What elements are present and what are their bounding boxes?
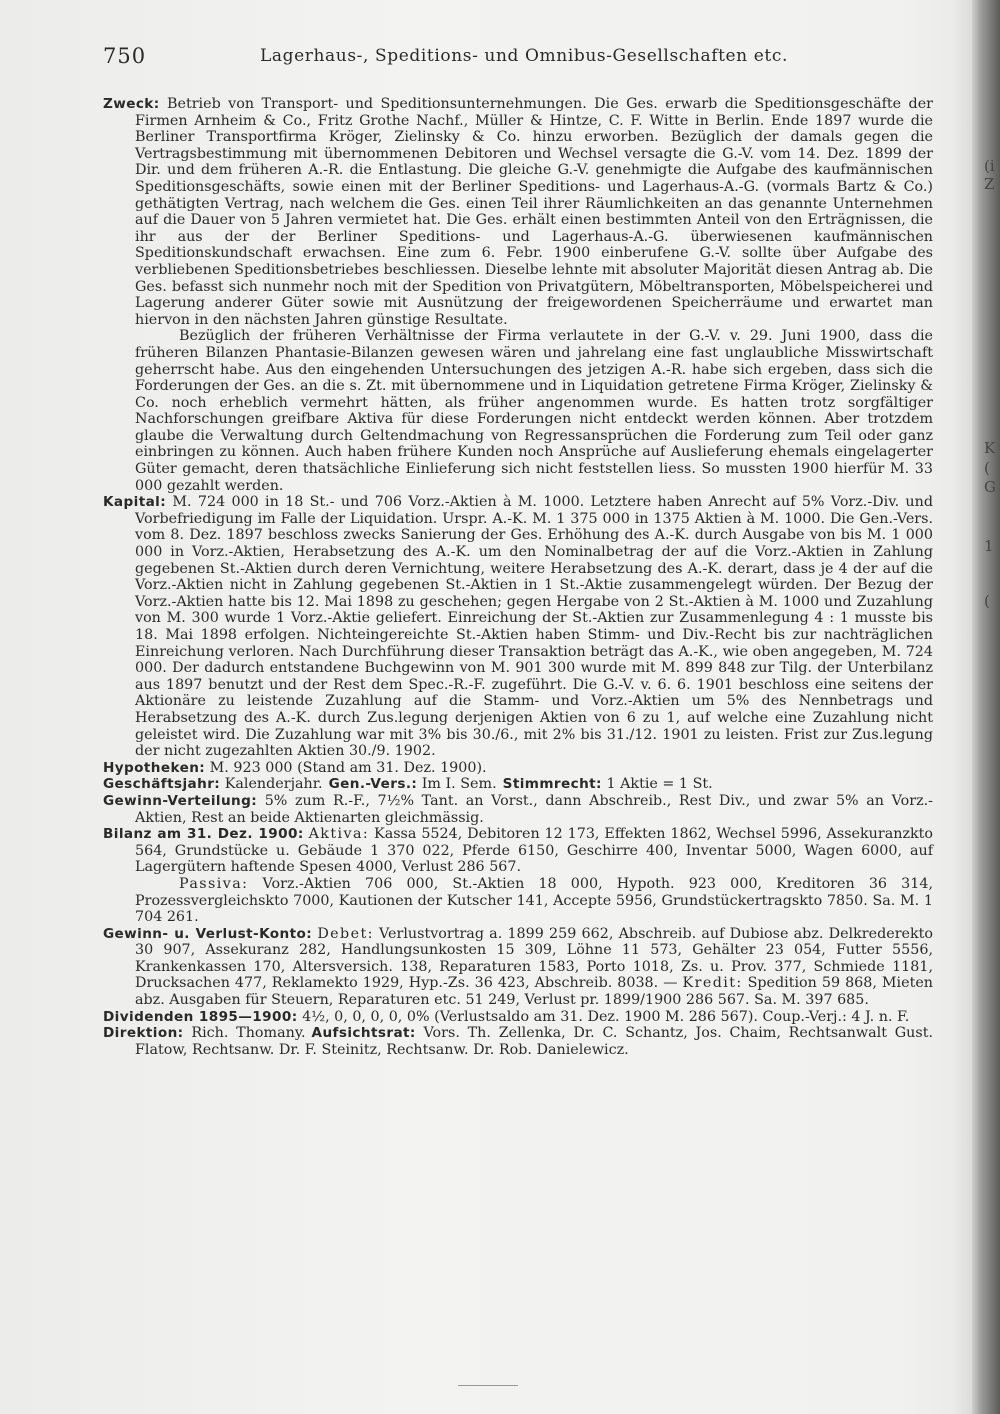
document-body (103, 96, 933, 1058)
footer-rule (458, 1385, 518, 1386)
section-label-dividenden: Dividenden 1895—1900: (103, 1008, 298, 1025)
section-label-gen-vers: Gen.-Vers.: (328, 776, 418, 793)
section-kapital (103, 494, 933, 760)
aufsichtsrat-text: Vors. Th. Zellenka, Dr. C. Schantz, Jos. Chaim, Rechtsanwalt Gust. Flatow, Rechtsanw. Dr. F. Steinitz, Rechtsanw. Dr. Rob. Danielewicz. (135, 1025, 933, 1058)
margin-fragment: Z (984, 175, 995, 193)
passiva-text: Vorz.-Aktien 706 000, St.-Aktien 18 000, Hypoth. 923 000, Kreditoren 36 314, Prozessvergleichskto 7000, Kautionen der Kutscher 141, Accepte 5956, Grundstückertragskto 7850. Sa. M. 1 704 261. (135, 875, 934, 926)
kapital-text: M. 724 000 in 18 St.- und 706 Vorz.-Aktien à M. 1000. Letztere haben Anrecht auf 5% Vorz.-Div. und Vorbefriedigung im Falle der Liquidation. Urspr. A.-K. M. 1 375 000 in 1375 Aktien à M. 1000. Die Gen.-Vers. vom 8. Dez. 1897 beschloss zwecks Sanierung der Ges. Erhöhung des A.-K. durch Ausgabe von bis M. 1 000 000 in Vorz.-Aktien, Herabsetzung des A.-K. um den Nominalbetrag der auf die Vorz.-Aktien in Zahlung gegebenen St.-Aktien durch deren Vernichtung, weitere Herabsetzung des A.-K. derart, dass je 4 der auf die Vorz.-Aktien nicht in Zahlung gegebenen St.-Aktien in 1 St.-Aktie zusammengelegt würden. Der Bezug der Vorz.-Aktien hatte bis 12. Mai 1898 zu geschehen; gegen Hergabe von 2 St.-Aktien à M. 1000 und Zuzahlung von M. 300 wurde 1 Vorz.-Aktie geliefert. Einreichung der St.-Aktien zur Zusammenlegung 4 : 1 musste bis 18. Mai 1898 erfolgen. Nichteingereichte St.-Aktien haben Stimm- und Div.-Recht bis zur nachträglichen Einreichung verloren. Nach Durchführung dieser Transaktion beträgt das A.-K., wie oben angegeben, M. 724 000. Der dadurch entstandene Buchgewinn von M. 901 300 wurde mit M. 899 848 zur Tilg. der Unterbilanz aus 1897 benutzt und der Rest dem Spec.-R.-F. zugeführt. Die G.-V. v. 6. 6. 1901 beschloss eine seitens der Aktionäre zu leistende Zuzahlung auf die Stamm- und Vorz.-Aktien um 5% des Nennbetrags und Herabsetzung des A.-K. durch Zus.legung derjenigen Aktien von 6 zu 1, auf welche eine Zuzahlung nicht geleistet wird. Die Zuzahlung war mit 3% bis 30./6., mit 2% bis 31./12. 1901 zu leisten. Frist zur Zus.legung der nicht zugezahlten Aktien 30./9. 1902. (135, 494, 933, 760)
section-hypotheken (103, 760, 933, 777)
section-label-gewinn-verteilung: Gewinn-Verteilung: (103, 792, 258, 809)
section-gewinn-verlust (103, 926, 933, 1009)
section-label-hypotheken: Hypotheken: (103, 759, 206, 776)
aktiva-text: Kassa 5524, Debitoren 12 173, Effekten 1862, Wechsel 5996, Assekuranzkto 564, Grundstücke u. Gebäude 1 370 022, Pferde 6150, Geschirre 400, Inventar 5000, Wagen 6000, auf Lagergütern haftende Spesen 4000, Verlust 286 567. (135, 826, 933, 876)
zweck-paragraph-2: Bezüglich der früheren Verhältnisse der Firma verlautete in der G.-V. v. 29. Juni 1900, dass die früheren Bilanzen Phantasie-Bilanzen gewesen wären und jahrelang eine fast unglaubliche Misswirtschaft geherrscht habe. Aus den eingehenden Untersuchungen des jetzigen A.-R. habe sich ergeben, dass sich die Forderungen der Ges. an die s. Zt. mit übernommene und in Liquidation getretene Firma Kröger, Zielinsky & Co. noch erheblich vermehrt hätten, als früher angenommen wurde. Es hatten trotz sorgfältiger Nachforschungen greifbare Aktiva für diese Forderungen nicht entdeckt werden können. Aber trotzdem glaube die Verwaltung durch Geltendmachung von Regressansprüchen die Forderung zum Teil oder ganz einbringen zu können. Auch haben frühere Kunden noch Ansprüche auf Auslieferung ehemals eingelagerter Güter gemacht, deren thatsächliche Einlieferung sich nicht feststellen liess. So mussten 1900 hierfür M. 33 000 gezahlt werden. (135, 328, 933, 494)
adjacent-page-edge (972, 0, 1000, 1414)
section-label-gewinn-verlust: Gewinn- u. Verlust-Konto: (103, 925, 313, 942)
section-direktion (103, 1025, 933, 1058)
zweck-paragraph-1: Betrieb von Transport- und Speditionsunternehmungen. Die Ges. erwarb die Speditionsgeschäfte der Firmen Arnheim & Co., Fritz Grothe Nachf., Müller & Hintze, C. F. Witte in Berlin. Ende 1897 wurde die Berliner Transportfirma Kröger, Zielinsky & Co. hinzu erworben. Bezüglich der damals gegen die Vertragsbestimmung mit übernommenen Debitoren und Wechsel versagte die G.-V. vom 14. Dez. 1899 der Dir. und dem früheren A.-R. die Entlastung. Die gleiche G.-V. genehmigte die Aufgabe des kaufmännischen Speditionsgeschäfts, sowie einen mit der Berliner Speditions- und Lagerhaus-A.-G. (vormals Bartz & Co.) gethätigten Vertrag, nach welchem die Ges. einen Teil ihrer Räumlichkeiten an das genannte Unternehmen auf die Dauer von 5 Jahren vermietet hat. Die Ges. erhält einen bestimmten Anteil von den Erträgnissen, die ihr aus der der Berliner Speditions- und Lagerhaus-A.-G. überwiesenen kaufmännischen Speditionskundschaft erwachsen. Eine zum 6. Febr. 1900 einberufene G.-V. sollte über Aufgabe des verbliebenen Speditionsbetriebes beschliessen. Dieselbe lehnte mit absoluter Majorität diesen Antrag ab. Die Ges. befasst sich nunmehr noch mit der Spedition von Privatgütern, Möbeltransporten, Möbelspeicherei und Lagerung anderer Güter sowie mit Ausnützung der freigewordenen Speicherräume und erwartet man hiervon in den nächsten Jahren günstige Resultate. (135, 96, 933, 328)
margin-fragment: 1 (984, 537, 994, 555)
margin-fragment: G (984, 478, 996, 496)
section-label-aufsichtsrat: Aufsichtsrat: (311, 1025, 416, 1042)
debet-label: Debet: (317, 925, 374, 942)
margin-fragment: (i (984, 157, 995, 175)
debet-text: Verlustvortrag a. 1899 259 662, Abschreib. auf Dubiose abz. Delkrederekto 30 907, Assekuranz 282, Handlungsunkosten 15 309, Löhne 11 573, Gehälter 23 054, Futter 5556, Krankenkassen 170, Altersversich. 138, Reparaturen 1583, Porto 1018, Zs. u. Prov. 377, Schmiede 1181, Drucksachen 477, Reklamekto 1929, Hyp.-Zs. 36 423, Abschreib. 8038. — (135, 925, 934, 992)
margin-fragment: K (984, 439, 996, 457)
section-geschaeftsjahr (103, 776, 933, 793)
passiva-label: Passiva: (179, 875, 249, 892)
section-zweck (103, 96, 933, 328)
kredit-label: Kredit: (682, 975, 743, 992)
passiva-paragraph (103, 876, 933, 926)
kredit-text: Spedition 59 868, Mieten abz. Ausgaben für Steuern, Reparaturen etc. 51 249, Verlust pr. 1899/1900 286 567. Sa. M. 397 685. (135, 975, 934, 1009)
hypotheken-text: M. 923 000 (Stand am 31. Dez. 1900). (209, 759, 487, 776)
margin-fragment: ( (984, 592, 990, 610)
direktion-text: Rich. Thomany. (191, 1025, 306, 1042)
dividenden-text: 4½, 0, 0, 0, 0, 0% (Verlustsaldo am 31. Dez. 1900 M. 286 567). Coup.-Verj.: 4 J. n. F. (302, 1008, 910, 1025)
section-label-geschaeftsjahr: Geschäftsjahr: (103, 776, 221, 793)
gewinn-verteilung-text: 5% zum R.-F., 7½% Tant. an Vorst., dann Abschreib., Rest Div., und zwar 5% an Vorz.-Aktien, Rest an beide Aktienarten gleichmässig. (135, 792, 933, 826)
running-title: Lagerhaus-, Speditions- und Omnibus-Gesellschaften etc. (260, 46, 788, 66)
section-label-direktion: Direktion: (103, 1025, 184, 1042)
page-header (103, 44, 933, 74)
geschaeftsjahr-text: Kalenderjahr. (224, 776, 323, 793)
gen-vers-text: Im I. Sem. (421, 776, 497, 793)
section-bilanz (103, 826, 933, 876)
margin-fragment: ( (984, 459, 990, 477)
section-label-kapital: Kapital: (103, 494, 167, 511)
section-label-bilanz: Bilanz am 31. Dez. 1900: (103, 826, 304, 843)
stimmrecht-text: 1 Aktie = 1 St. (606, 776, 713, 793)
page-number: 750 (103, 44, 147, 68)
section-dividenden (103, 1009, 933, 1026)
section-label-zweck: Zweck: (103, 96, 160, 112)
aktiva-label: Aktiva: (308, 826, 370, 843)
section-label-stimmrecht: Stimmrecht: (502, 776, 602, 793)
gutter-shadow (952, 0, 972, 1414)
section-gewinn-verteilung (103, 793, 933, 826)
